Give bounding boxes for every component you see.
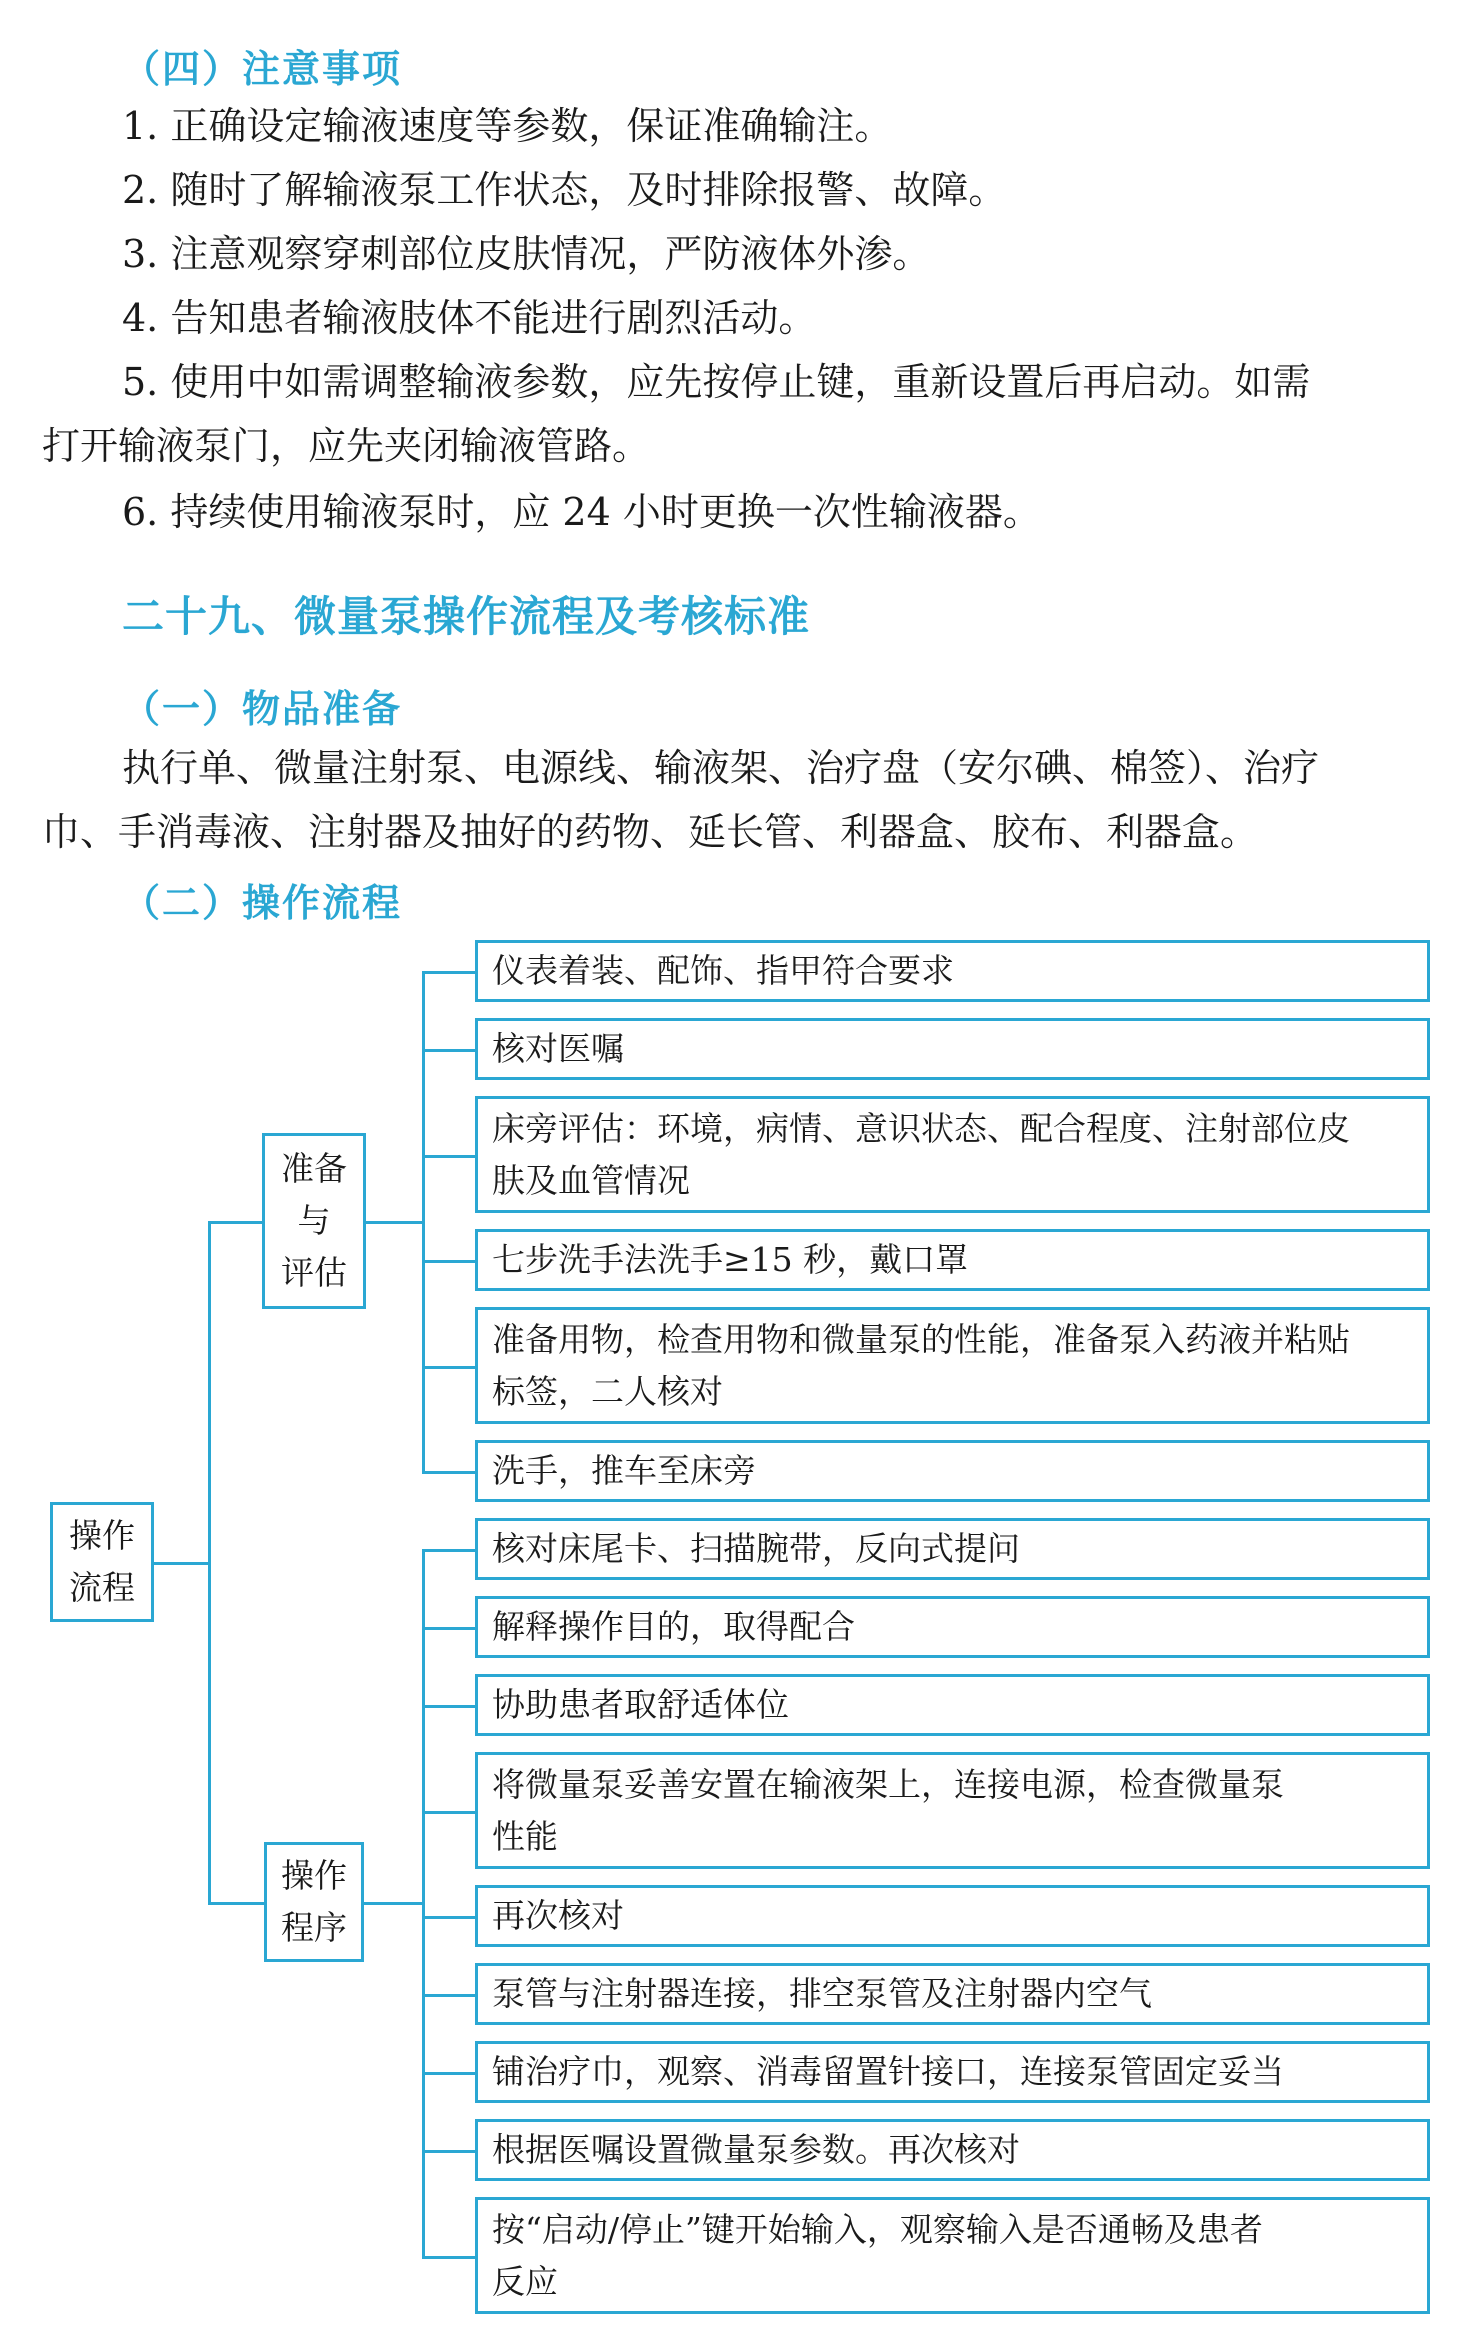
connector-line bbox=[422, 971, 425, 1474]
connector-line bbox=[422, 1916, 475, 1919]
connector-line bbox=[208, 1221, 262, 1224]
box-text-line: 仪表着装、配饰、指甲符合要求 bbox=[492, 951, 954, 990]
precaution-item: 4. 告知患者输液肢体不能进行剧烈活动。 bbox=[122, 296, 817, 340]
box-text-line: 核对医嘱 bbox=[492, 1029, 624, 1068]
precaution-item: 5. 使用中如需调整输液参数，应先按停止键，重新设置后再启动。如需 bbox=[122, 360, 1311, 404]
section-heading-supplies: （一）物品准备 bbox=[122, 687, 403, 731]
precaution-item-continuation: 打开输液泵门，应先夹闭输液管路。 bbox=[42, 424, 651, 468]
connector-line bbox=[422, 1549, 475, 1552]
box-text-line: 流程 bbox=[69, 1567, 135, 1607]
supplies-text: 执行单、微量注射泵、电源线、输液架、治疗盘（安尔碘、棉签）、治疗 bbox=[122, 746, 1320, 790]
box-text-line: 协助患者取舒适体位 bbox=[492, 1685, 789, 1724]
box-text-line: 洗手，推车至床旁 bbox=[492, 1451, 756, 1490]
group-label-preparation bbox=[262, 1133, 366, 1309]
group-label-operation bbox=[264, 1842, 364, 1962]
connector-line bbox=[422, 1260, 475, 1263]
connector-line bbox=[364, 1902, 422, 1905]
step-box bbox=[475, 1518, 1430, 1580]
connector-line bbox=[422, 1705, 475, 1708]
connector-line bbox=[422, 2072, 475, 2075]
box-text-line: 操作 bbox=[69, 1515, 135, 1555]
box-text-line: 床旁评估：环境，病情、意识状态、配合程度、注射部位皮 bbox=[492, 1108, 1350, 1148]
connector-line bbox=[208, 1221, 211, 1905]
connector-line bbox=[422, 1994, 475, 1997]
step-box bbox=[475, 1596, 1430, 1658]
connector-line bbox=[366, 1221, 422, 1224]
step-box bbox=[475, 1229, 1430, 1291]
connector-line bbox=[422, 2256, 475, 2259]
precaution-item: 2. 随时了解输液泵工作状态，及时排除报警、故障。 bbox=[122, 168, 1007, 212]
box-text-line: 将微量泵妥善安置在输液架上，连接电源，检查微量泵 bbox=[492, 1764, 1284, 1804]
step-box bbox=[475, 1752, 1430, 1869]
step-box bbox=[475, 1096, 1430, 1213]
connector-line bbox=[422, 1155, 475, 1158]
step-box bbox=[475, 1963, 1430, 2025]
step-box bbox=[475, 1674, 1430, 1736]
box-text-line: 肤及血管情况 bbox=[492, 1160, 690, 1200]
step-box bbox=[475, 1885, 1430, 1947]
step-box bbox=[475, 1440, 1430, 1502]
box-text-line: 与 bbox=[297, 1201, 331, 1240]
connector-line bbox=[422, 1811, 475, 1814]
step-box bbox=[475, 940, 1430, 1002]
box-text-line: 标签，二人核对 bbox=[492, 1371, 723, 1411]
connector-line bbox=[208, 1902, 264, 1905]
box-text-line: 铺治疗巾，观察、消毒留置针接口，连接泵管固定妥当 bbox=[492, 2052, 1284, 2091]
step-box bbox=[475, 1018, 1430, 1080]
box-text-line: 反应 bbox=[492, 2261, 558, 2301]
section-heading-precautions: （四）注意事项 bbox=[122, 47, 403, 91]
box-text-line: 泵管与注射器连接，排空泵管及注射器内空气 bbox=[492, 1974, 1152, 2013]
chapter-title: 二十九、微量泵操作流程及考核标准 bbox=[122, 592, 811, 641]
connector-line bbox=[422, 971, 475, 974]
connector-line bbox=[154, 1562, 208, 1565]
step-box bbox=[475, 2119, 1430, 2181]
precaution-item: 1. 正确设定输液速度等参数，保证准确输注。 bbox=[122, 104, 893, 148]
precaution-item: 6. 持续使用输液泵时，应 24 小时更换一次性输液器。 bbox=[122, 490, 1041, 534]
box-text-line: 准备 bbox=[281, 1149, 347, 1188]
box-text-line: 解释操作目的，取得配合 bbox=[492, 1607, 855, 1646]
root-box-procedure bbox=[50, 1502, 154, 1622]
connector-line bbox=[422, 1627, 475, 1630]
box-text-line: 再次核对 bbox=[492, 1896, 624, 1935]
box-text-line: 操作 bbox=[281, 1856, 347, 1896]
connector-line bbox=[422, 1049, 475, 1052]
connector-line bbox=[422, 2150, 475, 2153]
box-text-line: 性能 bbox=[492, 1816, 558, 1856]
precaution-item: 3. 注意观察穿刺部位皮肤情况，严防液体外渗。 bbox=[122, 232, 931, 276]
box-text-line: 评估 bbox=[281, 1253, 347, 1292]
box-text-line: 按“启动/停止”键开始输入，观察输入是否通畅及患者 bbox=[492, 2209, 1263, 2249]
box-text-line: 根据医嘱设置微量泵参数。再次核对 bbox=[492, 2130, 1020, 2169]
box-text-line: 七步洗手法洗手≥15 秒，戴口罩 bbox=[492, 1240, 969, 1279]
step-box bbox=[475, 2197, 1430, 2314]
step-box bbox=[475, 1307, 1430, 1424]
step-box bbox=[475, 2041, 1430, 2103]
box-text-line: 核对床尾卡、扫描腕带，反向式提问 bbox=[492, 1529, 1020, 1568]
section-heading-procedure: （二）操作流程 bbox=[122, 881, 403, 925]
box-text-line: 准备用物，检查用物和微量泵的性能，准备泵入药液并粘贴 bbox=[492, 1319, 1350, 1359]
supplies-text-continuation: 巾、手消毒液、注射器及抽好的药物、延长管、利器盒、胶布、利器盒。 bbox=[42, 810, 1259, 854]
connector-line bbox=[422, 1366, 475, 1369]
box-text-line: 程序 bbox=[281, 1908, 347, 1948]
connector-line bbox=[422, 1471, 475, 1474]
